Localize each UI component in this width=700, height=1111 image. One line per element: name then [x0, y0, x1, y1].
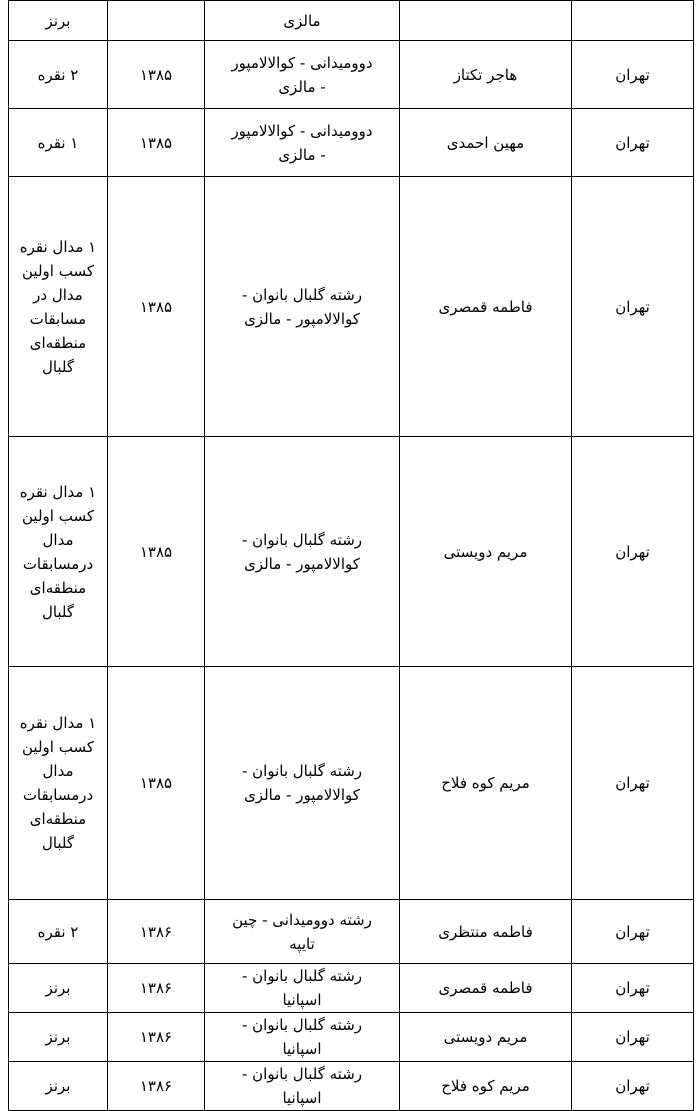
city-cell: تهران — [572, 1062, 694, 1111]
document-page — [8, 0, 693, 1111]
medal-cell: ۱ مدال نقره کسب اولین مدال درمسابقات منطقه‌ای گلبال — [9, 667, 108, 900]
medals-table — [8, 0, 694, 1111]
city-cell: تهران — [572, 109, 694, 177]
event-cell: رشته گلبال بانوان - کوالالامپور - مالزی — [205, 177, 400, 437]
city-cell: تهران — [572, 667, 694, 900]
year-cell: ۱۳۸۶ — [108, 1062, 205, 1111]
city-cell — [572, 1, 694, 41]
table-row — [9, 1062, 694, 1111]
medal-cell: ۱ نقره — [9, 109, 108, 177]
city-cell: تهران — [572, 964, 694, 1013]
table-row — [9, 1, 694, 41]
name-cell: هاجر تکتاز — [400, 41, 572, 109]
medal-cell: برنز — [9, 1013, 108, 1062]
table-row — [9, 41, 694, 109]
name-cell: فاطمه منتظری — [400, 900, 572, 964]
name-cell: فاطمه قمصری — [400, 177, 572, 437]
name-cell: مریم کوه فلاح — [400, 667, 572, 900]
event-cell: دوومیدانی - کوالالامپور - مالزی — [205, 109, 400, 177]
year-cell: ۱۳۸۵ — [108, 41, 205, 109]
table-row — [9, 667, 694, 900]
year-cell: ۱۳۸۵ — [108, 667, 205, 900]
medal-cell: ۲ نقره — [9, 900, 108, 964]
medal-cell: برنز — [9, 1, 108, 41]
name-cell: مریم دویستی — [400, 437, 572, 667]
year-cell — [108, 1, 205, 41]
city-cell: تهران — [572, 1013, 694, 1062]
year-cell: ۱۳۸۶ — [108, 1013, 205, 1062]
table-row — [9, 900, 694, 964]
event-cell: رشته گلبال بانوان - کوالالامپور - مالزی — [205, 667, 400, 900]
medal-cell: ۱ مدال نقره کسب اولین مدال در مسابقات منطقه‌ای گلبال — [9, 177, 108, 437]
city-cell: تهران — [572, 900, 694, 964]
name-cell: فاطمه قمصری — [400, 964, 572, 1013]
table-row — [9, 964, 694, 1013]
name-cell: مریم کوه فلاح — [400, 1062, 572, 1111]
year-cell: ۱۳۸۵ — [108, 109, 205, 177]
year-cell: ۱۳۸۶ — [108, 900, 205, 964]
medal-cell: برنز — [9, 964, 108, 1013]
table-row — [9, 1013, 694, 1062]
city-cell: تهران — [572, 41, 694, 109]
event-cell: رشته گلبال بانوان - اسپانیا — [205, 1013, 400, 1062]
name-cell: مریم دویستی — [400, 1013, 572, 1062]
table-row — [9, 109, 694, 177]
event-cell: رشته دوومیدانی - چین تایپه — [205, 900, 400, 964]
year-cell: ۱۳۸۵ — [108, 437, 205, 667]
table-row — [9, 177, 694, 437]
city-cell: تهران — [572, 177, 694, 437]
medals-table-body — [9, 1, 694, 1111]
year-cell: ۱۳۸۶ — [108, 964, 205, 1013]
name-cell: مهین احمدی — [400, 109, 572, 177]
year-cell: ۱۳۸۵ — [108, 177, 205, 437]
event-cell: رشته گلبال بانوان - اسپانیا — [205, 964, 400, 1013]
medal-cell: ۱ مدال نقره کسب اولین مدال درمسابقات منطقه‌ای گلبال — [9, 437, 108, 667]
event-cell: رشته گلبال بانوان - کوالالامپور - مالزی — [205, 437, 400, 667]
table-row — [9, 437, 694, 667]
medal-cell: ۲ نقره — [9, 41, 108, 109]
medal-cell: برنز — [9, 1062, 108, 1111]
event-cell: مالزی — [205, 1, 400, 41]
name-cell — [400, 1, 572, 41]
event-cell: رشته گلبال بانوان - اسپانیا — [205, 1062, 400, 1111]
event-cell: دوومیدانی - کوالالامپور - مالزی — [205, 41, 400, 109]
city-cell: تهران — [572, 437, 694, 667]
